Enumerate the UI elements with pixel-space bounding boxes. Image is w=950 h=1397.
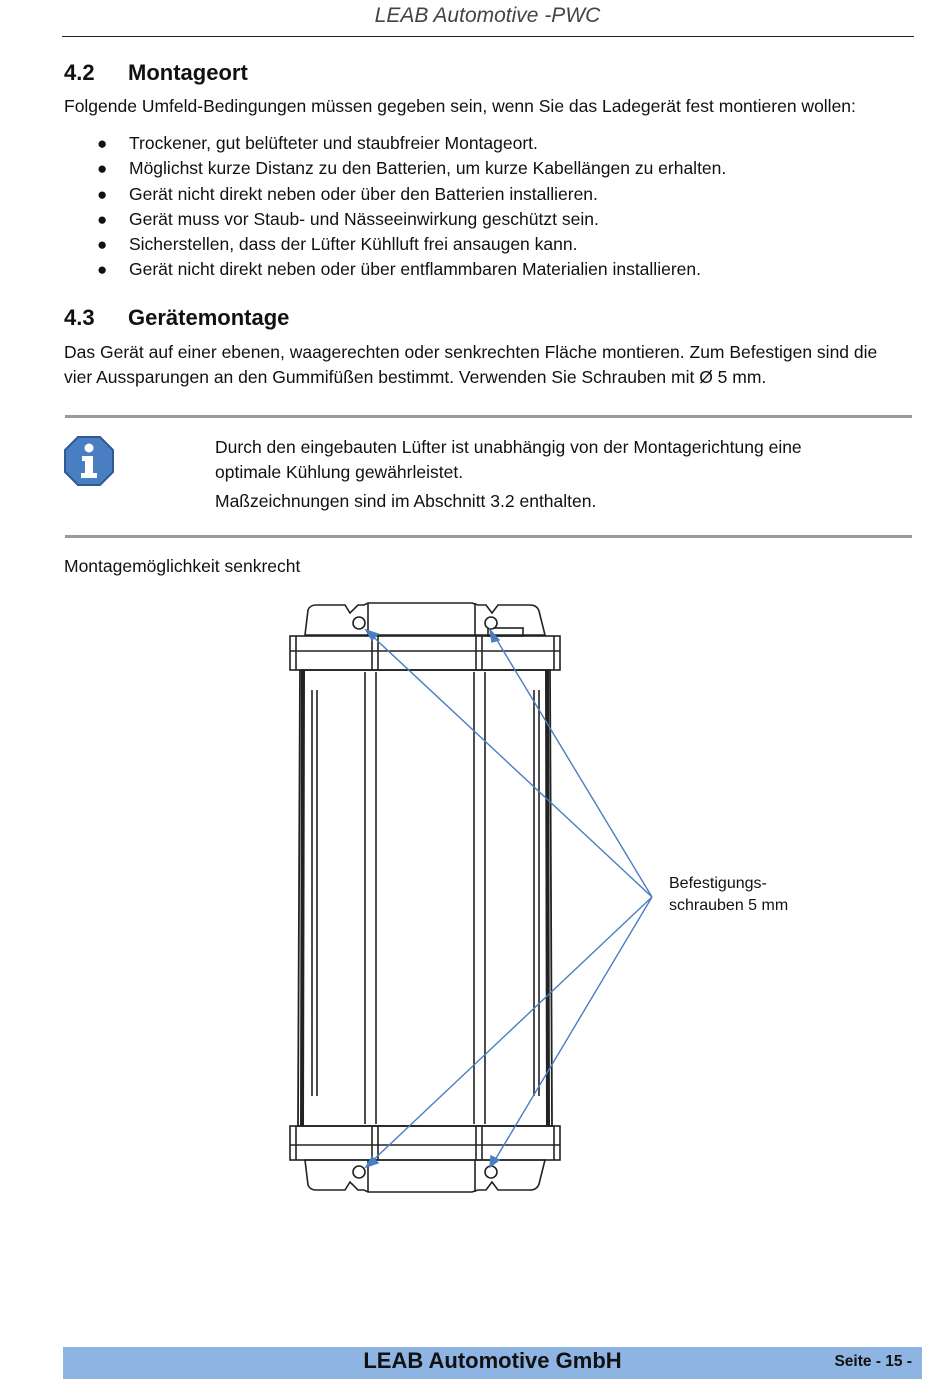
- list-item: ● Sicherstellen, dass der Lüfter Kühlluft frei ansaugen kann.: [64, 232, 924, 257]
- info-text-line-2: optimale Kühlung gewährleistet.: [215, 462, 464, 482]
- mounting-hole: [485, 1166, 497, 1178]
- list-item: ● Gerät nicht direkt neben oder über den Batterien installieren.: [64, 182, 924, 207]
- section-number: 4.3: [64, 305, 95, 330]
- bullet-icon: ●: [97, 260, 108, 280]
- callout-arrows: [366, 630, 652, 1167]
- list-item: ● Trockener, gut belüfteter und staubfreier Montageort.: [64, 131, 924, 156]
- section-title: Gerätemontage: [128, 305, 290, 330]
- device-outline: [290, 603, 560, 1192]
- mounting-holes: [353, 617, 497, 1178]
- bullet-icon: ●: [97, 235, 108, 255]
- mounting-hole: [485, 617, 497, 629]
- figure-caption: Montagemöglichkeit senkrecht: [64, 556, 301, 576]
- list-item: ● Möglichst kurze Distanz zu den Batterien, um kurze Kabellängen zu erhalten.: [64, 156, 924, 181]
- list-item: ● Gerät muss vor Staub- und Nässeeinwirkung geschützt sein.: [64, 207, 924, 232]
- header-title: LEAB Automotive -PWC: [374, 4, 601, 27]
- page-number: Seite - 15 -: [834, 1353, 912, 1370]
- info-text-line-3: Maßzeichnungen sind im Abschnitt 3.2 enthalten.: [215, 491, 597, 511]
- list-item: ● Gerät nicht direkt neben oder über entflammbaren Materialien installieren.: [64, 257, 924, 282]
- bullet-icon: ●: [97, 184, 108, 204]
- bullet-icon: ●: [97, 209, 108, 229]
- footer-bar: [63, 1347, 922, 1379]
- info-text-line-1: Durch den eingebauten Lüfter ist unabhängig von der Montagerichtung eine: [215, 437, 802, 457]
- mounting-hole: [353, 617, 365, 629]
- section-4-3-body-line-2: vier Aussparungen an den Gummifüßen bestimmt. Verwenden Sie Schrauben mit Ø 5 mm.: [64, 367, 767, 387]
- mounting-hole: [353, 1166, 365, 1178]
- bullet-icon: ●: [97, 159, 108, 179]
- callout-label-line-1: Befestigungs-: [669, 875, 767, 892]
- section-number: 4.2: [64, 60, 95, 85]
- section-title: Montageort: [128, 60, 248, 85]
- bullet-icon: ●: [97, 134, 108, 153]
- section-4-3-body-line-1: Das Gerät auf einer ebenen, waagerechten oder senkrechten Fläche montieren. Zum Befestigen sind die: [64, 342, 878, 362]
- footer-company: LEAB Automotive GmbH: [363, 1348, 622, 1373]
- callout-label-line-2: schrauben 5 mm: [669, 897, 789, 914]
- section-4-2-intro: Folgende Umfeld-Bedingungen müssen gegeben sein, wenn Sie das Ladegerät fest montieren wollen:: [64, 96, 856, 116]
